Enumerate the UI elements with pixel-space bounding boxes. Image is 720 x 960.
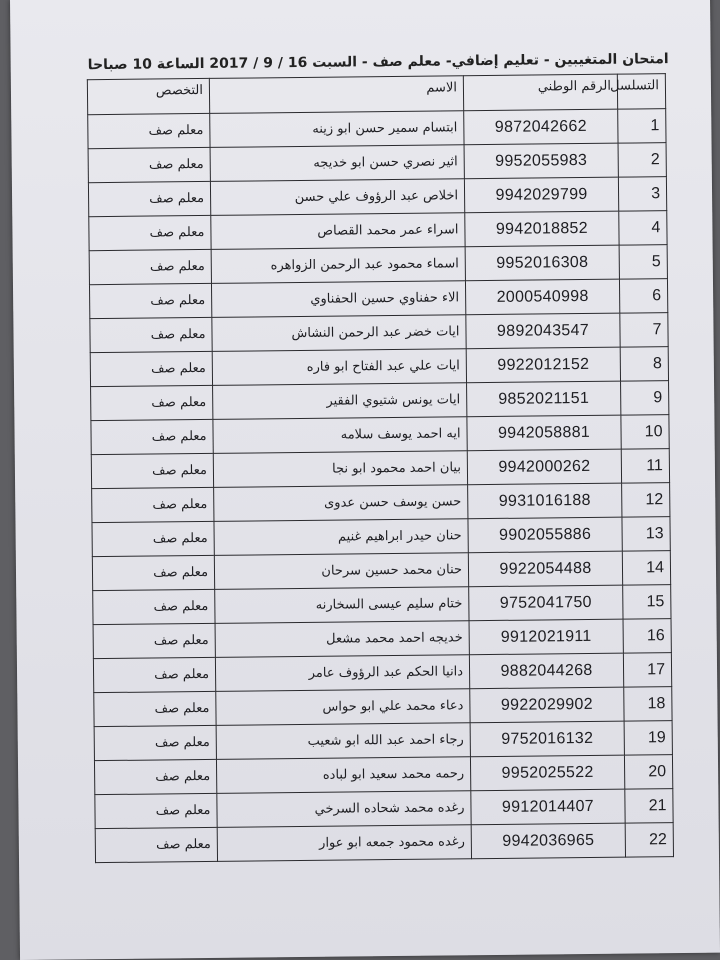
national-id-cell: 9852021151 <box>467 381 621 417</box>
serial-cell: 7 <box>620 313 668 348</box>
serial-cell: 2 <box>618 143 666 178</box>
header-serial: التسلسل <box>617 74 665 110</box>
specialization-cell: معلم صف <box>91 385 213 420</box>
name-cell: خديجه احمد محمد مشعل <box>215 621 469 658</box>
specialization-cell: معلم صف <box>88 147 210 182</box>
name-cell: الاء حفناوي حسين الحفناوي <box>211 281 465 318</box>
specialization-cell: معلم صف <box>94 691 216 726</box>
national-id-cell: 9872042662 <box>464 109 618 145</box>
document-title: امتحان المتغيبين - تعليم إضافي- معلم صف - السبت 16 / 9 / 2017 الساعة 10 صباحا <box>87 51 669 74</box>
name-cell: رغده محمد شحاده السرخي <box>217 791 471 828</box>
serial-cell: 18 <box>624 687 672 722</box>
specialization-cell: معلم صف <box>89 249 211 284</box>
national-id-cell: 9922054488 <box>468 551 622 587</box>
header-name: الاسم <box>209 76 463 114</box>
name-cell: ايات يونس شتيوي الفقير <box>213 383 467 420</box>
name-cell: بيان احمد محمود ابو نجا <box>213 451 467 488</box>
serial-cell: 8 <box>620 347 668 382</box>
national-id-cell: 9952025522 <box>470 755 624 791</box>
national-id-cell: 9942036965 <box>471 823 625 859</box>
serial-cell: 13 <box>622 517 670 552</box>
name-cell: ختام سليم عيسى السخارنه <box>215 587 469 624</box>
national-id-cell: 9942029799 <box>464 177 618 213</box>
serial-cell: 15 <box>623 585 671 620</box>
name-cell: اسماء محمود عبد الرحمن الزواهره <box>211 247 465 284</box>
name-cell: اسراء عمر محمد القصاص <box>211 213 465 250</box>
table-row <box>95 823 673 863</box>
specialization-cell: معلم صف <box>92 487 214 522</box>
specialization-cell: معلم صف <box>95 793 217 828</box>
name-cell: حنان محمد حسين سرحان <box>214 553 468 590</box>
national-id-cell: 2000540998 <box>465 279 619 315</box>
header-specialization: التخصص <box>87 78 209 114</box>
specialization-cell: معلم صف <box>92 521 214 556</box>
name-cell: ايات علي عبد الفتاح ابو فاره <box>212 349 466 386</box>
specialization-cell: معلم صف <box>89 215 211 250</box>
serial-cell: 6 <box>619 279 667 314</box>
name-cell: دعاء محمد علي ابو حواس <box>216 689 470 726</box>
national-id-cell: 9892043547 <box>466 313 620 349</box>
serial-cell: 10 <box>621 415 669 450</box>
serial-cell: 22 <box>625 823 673 858</box>
serial-cell: 14 <box>622 551 670 586</box>
national-id-cell: 9931016188 <box>468 483 622 519</box>
national-id-cell: 9902055886 <box>468 517 622 553</box>
serial-cell: 17 <box>623 653 671 688</box>
serial-cell: 11 <box>621 449 669 484</box>
name-cell: دانيا الحكم عبد الرؤوف عامر <box>215 655 469 692</box>
specialization-cell: معلم صف <box>94 725 216 760</box>
national-id-cell: 9752016132 <box>470 721 624 757</box>
specialization-cell: معلم صف <box>88 181 210 216</box>
name-cell: رجاء احمد عبد الله ابو شعيب <box>216 723 470 760</box>
specialization-cell: معلم صف <box>93 657 215 692</box>
name-cell: حسن يوسف حسن عدوى <box>214 485 468 522</box>
name-cell: ايه احمد يوسف سلامه <box>213 417 467 454</box>
table-header-row <box>87 74 665 115</box>
specialization-cell: معلم صف <box>90 317 212 352</box>
national-id-cell: 9922029902 <box>470 687 624 723</box>
national-id-cell: 9752041750 <box>469 585 623 621</box>
roster-table <box>87 73 674 863</box>
name-cell: اخلاص عبد الرؤوف علي حسن <box>210 179 464 216</box>
specialization-cell: معلم صف <box>90 351 212 386</box>
specialization-cell: معلم صف <box>94 759 216 794</box>
specialization-cell: معلم صف <box>95 827 217 862</box>
national-id-cell: 9882044268 <box>469 653 623 689</box>
serial-cell: 12 <box>622 483 670 518</box>
national-id-cell: 9942018852 <box>465 211 619 247</box>
specialization-cell: معلم صف <box>91 453 213 488</box>
name-cell: رغده محمود جمعه ابو عوار <box>217 825 471 862</box>
specialization-cell: معلم صف <box>93 589 215 624</box>
name-cell: ابتسام سمير حسن ابو زينه <box>210 111 464 148</box>
serial-cell: 3 <box>618 177 666 212</box>
serial-cell: 1 <box>618 109 666 144</box>
national-id-cell: 9942058881 <box>467 415 621 451</box>
national-id-cell: 9942000262 <box>467 449 621 485</box>
serial-cell: 5 <box>619 245 667 280</box>
name-cell: ايات خضر عبد الرحمن النشاش <box>212 315 466 352</box>
specialization-cell: معلم صف <box>92 555 214 590</box>
specialization-cell: معلم صف <box>91 419 213 454</box>
national-id-cell: 9912014407 <box>471 789 625 825</box>
national-id-cell: 9952016308 <box>465 245 619 281</box>
specialization-cell: معلم صف <box>93 623 215 658</box>
serial-cell: 20 <box>624 755 672 790</box>
paper-sheet <box>10 0 720 960</box>
national-id-cell: 9922012152 <box>466 347 620 383</box>
name-cell: رحمه محمد سعيد ابو لباده <box>216 757 470 794</box>
national-id-cell: 9952055983 <box>464 143 618 179</box>
serial-cell: 19 <box>624 721 672 756</box>
name-cell: اثير نصري حسن ابو خديجه <box>210 145 464 182</box>
name-cell: حنان حيدر ابراهيم غنيم <box>214 519 468 556</box>
serial-cell: 21 <box>625 789 673 824</box>
serial-cell: 4 <box>619 211 667 246</box>
specialization-cell: معلم صف <box>88 113 210 148</box>
specialization-cell: معلم صف <box>89 283 211 318</box>
table-body <box>88 109 674 863</box>
serial-cell: 9 <box>621 381 669 416</box>
national-id-cell: 9912021911 <box>469 619 623 655</box>
header-national-id: الرقم الوطني <box>463 74 617 111</box>
serial-cell: 16 <box>623 619 671 654</box>
